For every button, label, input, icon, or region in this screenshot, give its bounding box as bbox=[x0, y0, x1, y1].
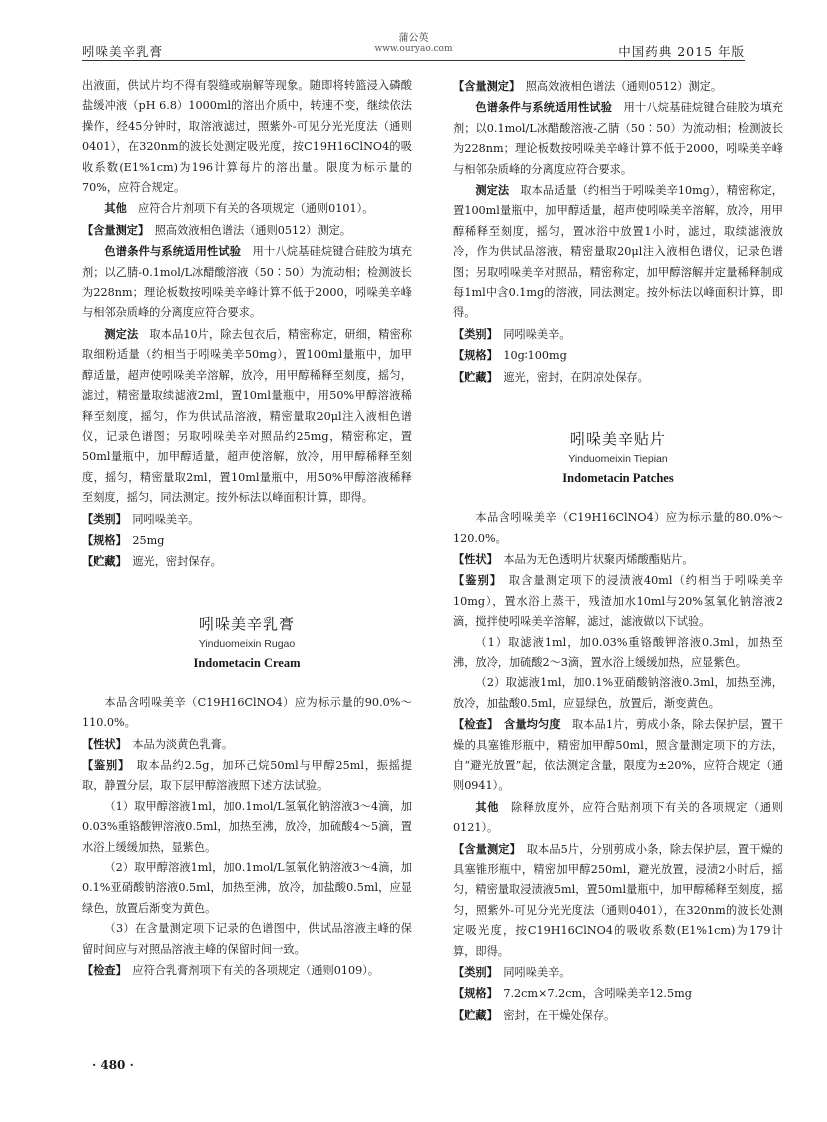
paragraph bbox=[453, 367, 783, 388]
paragraph bbox=[453, 549, 783, 570]
paragraph bbox=[453, 324, 783, 345]
section-tag: 【规格】 bbox=[453, 348, 493, 363]
monograph-title-en: Indometacin Patches bbox=[562, 471, 674, 486]
page-header bbox=[82, 34, 745, 58]
paragraph-text: 用十八烷基硅烷键合硅胶为填充剂；以0.1mol/L冰醋酸溶液-乙腈（50∶50）为流动相；检测波长为228nm；理论板数按吲哚美辛峰计算不低于2000，吲哚美辛峰与相邻杂质峰的分离度应符合要求。 bbox=[453, 101, 783, 176]
paragraph bbox=[82, 551, 412, 572]
paragraph bbox=[453, 983, 783, 1004]
paragraph-text: 除释放度外，应符合贴剂项下有关的各项规定（通则0121）。 bbox=[453, 800, 783, 835]
paragraph-text: 取本品约2.5g，加环己烷50ml与甲醇25ml，振摇提取，静置分层，取下层甲醇溶液照下述方法试验。 bbox=[82, 758, 412, 793]
paragraph-text: 取本品1片，剪成小条，除去保护层，置干燥的具塞锥形瓶中，精密加甲醇50ml，照含量测定项下的方法，自“避光放置”起，依法测定含量，限度为±20%，应符合规定（通则0941）。 bbox=[453, 718, 783, 793]
spacer bbox=[453, 388, 783, 408]
section-tag: 【规格】 bbox=[82, 532, 122, 547]
section-tag: 【规格】 bbox=[453, 986, 493, 1001]
section-tag: 【贮藏】 bbox=[453, 1007, 493, 1022]
section-tag: 【类别】 bbox=[453, 965, 493, 980]
paragraph-text: 取本品适量（约相当于吲哚美辛10mg），精密称定，置100ml量瓶中，加甲醇适量，超声使吲哚美辛溶解，放冷，用甲醇稀释至刻度，摇匀，置冰浴中放置1小时，滤过，取续滤液放冷，作为供试品溶液，精密量取20μl注入液相色谱仪，记录色谱图；另取吲哚美辛对照品，精密称定，加甲醇溶解并定量稀释制成每1ml中含0.1mg的溶液，同法测定。按外标法以峰面积计算，即得。 bbox=[453, 184, 783, 320]
section-tag: 【鉴别】 bbox=[453, 573, 497, 588]
paragraph bbox=[453, 570, 783, 632]
section-tag: 其他 bbox=[475, 799, 500, 814]
paragraph-text: 照高效液相色谱法（通则0512）测定。 bbox=[154, 223, 352, 237]
paragraph-text: 密封，在干燥处保存。 bbox=[503, 1008, 616, 1022]
paragraph-text: 25mg bbox=[132, 533, 165, 547]
running-title: 吲哚美辛乳膏 bbox=[82, 44, 164, 59]
spacer bbox=[82, 573, 412, 593]
paragraph bbox=[82, 509, 412, 530]
paragraph bbox=[82, 755, 412, 797]
paragraph-text: 本品为淡黄色乳膏。 bbox=[132, 737, 234, 751]
section-tag: 【含量测定】 bbox=[453, 841, 516, 856]
paragraph-text: 遮光，密封，在阴凉处保存。 bbox=[503, 370, 649, 384]
header-rule bbox=[82, 60, 745, 61]
paragraph bbox=[453, 714, 783, 797]
monograph-title-pinyin: Yinduomeixin Rugao bbox=[198, 637, 296, 650]
monograph-title-en: Indometacin Cream bbox=[193, 655, 301, 670]
spacer bbox=[453, 488, 783, 508]
book-title: 中国药典 2015 年版 bbox=[618, 44, 745, 59]
paragraph: （2）取滤液1ml，加0.1%亚硝酸钠溶液0.3ml，加热至沸，放冷，加盐酸0.5ml，应显绿色，放置后，渐变黄色。 bbox=[453, 676, 783, 710]
section-tag: 【检查】 bbox=[453, 717, 493, 732]
section-tag: 【性状】 bbox=[82, 736, 122, 751]
section-tag: 色谱条件与系统适用性试验 bbox=[475, 100, 613, 115]
paragraph-text: 取本品10片，除去包衣后，精密称定，研细，精密称取细粉适量（约相当于吲哚美辛50mg），置100ml量瓶中，加甲醇适量，超声使吲哚美辛溶解，放冷，用甲醇稀释至刻度，摇匀，滤过，精密量取续滤液2ml，置10ml量瓶中，用50%甲醇溶液稀释至刻度，摇匀，作为供试品溶液，精密量取20μl注入液相色谱仪，记录色谱图；另取吲哚美辛对照品约25mg，精密称定，置50ml量瓶中，加甲醇适量，超声使溶解，放冷，用甲醇稀释至刻度，摇匀，精密量取2ml，置10ml量瓶中，用50%甲醇溶液稀释至刻度，摇匀，同法测定。按外标法以峰面积计算，即得。 bbox=[82, 327, 412, 505]
paragraph: （2）取甲醇溶液1ml，加0.1mol/L氢氧化钠溶液3～4滴，加0.1%亚硝酸钠溶液0.5ml，加热至沸，放冷，加盐酸0.5ml，应显绿色，放置后渐变为黄色。 bbox=[82, 861, 412, 915]
paragraph-text: 同吲哚美辛。 bbox=[503, 966, 571, 980]
paragraph bbox=[453, 180, 783, 324]
paragraph bbox=[453, 797, 783, 839]
spacer bbox=[82, 673, 412, 693]
paragraph-text: 本品为无色透明片状聚丙烯酸酯贴片。 bbox=[503, 552, 694, 566]
section-tag: 【类别】 bbox=[82, 511, 122, 526]
section-tag: 【贮藏】 bbox=[453, 369, 493, 384]
paragraph-text: 用十八烷基硅烷键合硅胶为填充剂；以乙腈-0.1mol/L冰醋酸溶液（50∶50）为流动相；检测波长为228nm；理论板数按吲哚美辛峰计算不低于2000，吲哚美辛峰与相邻杂质峰的分离度应符合要求。 bbox=[82, 245, 412, 320]
paragraph: （1）取甲醇溶液1ml，加0.1mol/L氢氧化钠溶液3～4滴，加0.03%重铬酸钾溶液0.5ml，加热至沸，放冷，加硫酸4～5滴，置水浴上缓缓加热，显紫色。 bbox=[82, 799, 412, 854]
paragraph: 本品含吲哚美辛（C19H16ClNO4）应为标示量的80.0%～120.0%。 bbox=[453, 511, 783, 545]
paragraph bbox=[82, 530, 412, 551]
paragraph bbox=[453, 962, 783, 983]
paragraph-text: 同吲哚美辛。 bbox=[503, 327, 571, 341]
sub-tag: 含量均匀度 bbox=[504, 717, 561, 732]
logo-url: www.ouryao.com bbox=[374, 44, 453, 54]
paragraph: 出液面，供试片均不得有裂缝或崩解等现象。随即将转篮浸入磷酸盐缓冲液（pH 6.8）1000ml的溶出介质中，转速不变，继续依法操作，经45分钟时，取溶液滤过，照紫外-可见分光光度法（通则0401），在320nm的波长处测定吸光度，按C19H16ClNO4的吸收系数(E1%1cm)为196计算每片的溶出量。限度为标示量的70%，应符合规定。 bbox=[82, 79, 412, 195]
paragraph-text: 取含量测定项下的浸渍液40ml（约相当于吲哚美辛10mg），置水浴上蒸干，残渣加水10ml与20%氢氧化钠溶液2滴，搅拌使吲哚美辛溶解，滤过，滤液做以下试验。 bbox=[453, 574, 783, 629]
logo-text: 蒲公英 bbox=[398, 33, 429, 44]
monograph-title-cn: 吲哚美辛贴片 bbox=[569, 430, 666, 449]
paragraph-text: 遮光，密封保存。 bbox=[132, 555, 222, 569]
paragraph bbox=[453, 1005, 783, 1026]
paragraph bbox=[453, 839, 783, 962]
section-tag: 【贮藏】 bbox=[82, 554, 122, 569]
paragraph-text: 应符合乳膏剂项下有关的各项规定（通则0109）。 bbox=[132, 964, 379, 978]
publisher-logo bbox=[375, 34, 453, 54]
paragraph: 本品含吲哚美辛（C19H16ClNO4）应为标示量的90.0%～110.0%。 bbox=[82, 695, 412, 730]
paragraph-text: 照高效液相色谱法（通则0512）测定。 bbox=[525, 80, 723, 93]
section-tag: 【检查】 bbox=[82, 963, 122, 978]
paragraph-text: 10g∶100mg bbox=[503, 349, 567, 363]
section-tag: 色谱条件与系统适用性试验 bbox=[104, 244, 242, 259]
monograph-title-cn: 吲哚美辛乳膏 bbox=[198, 614, 295, 633]
left-column bbox=[82, 76, 412, 981]
section-tag: 【性状】 bbox=[453, 551, 493, 566]
spacer bbox=[453, 408, 783, 428]
paragraph bbox=[453, 345, 783, 366]
paragraph-text: 取本品5片，分别剪成小条，除去保护层，置干燥的具塞锥形瓶中，精密加甲醇250ml，避光放置，浸渍2小时后，摇匀，精密量取浸渍液5ml，置50ml量瓶中，加甲醇稀释至刻度，摇匀，照紫外-可见分光光度法（通则0401），在320nm的波长处测定吸光度，按C19H16ClNO4的吸收系数(E1%1cm)为179计算，即得。 bbox=[453, 842, 783, 958]
paragraph bbox=[82, 324, 412, 509]
paragraph bbox=[82, 198, 412, 219]
paragraph bbox=[453, 76, 783, 97]
paragraph bbox=[82, 960, 412, 981]
section-tag: 【含量测定】 bbox=[82, 222, 144, 237]
spacer bbox=[82, 593, 412, 613]
paragraph bbox=[82, 220, 412, 241]
paragraph bbox=[82, 241, 412, 324]
section-tag: 测定法 bbox=[104, 326, 139, 341]
page-number: · 480 · bbox=[92, 1058, 134, 1072]
paragraph: （1）取滤液1ml，加0.03%重铬酸钾溶液0.3ml，加热至沸，放冷，加硫酸2～3滴，置水浴上缓缓加热，应显紫色。 bbox=[453, 635, 783, 669]
section-tag: 其他 bbox=[104, 201, 127, 216]
section-tag: 测定法 bbox=[475, 183, 510, 198]
right-column bbox=[453, 76, 783, 1026]
paragraph-text: 应符合片剂项下有关的各项规定（通则0101）。 bbox=[137, 202, 374, 216]
paragraph bbox=[82, 734, 412, 755]
section-tag: 【含量测定】 bbox=[453, 79, 515, 93]
section-tag: 【鉴别】 bbox=[82, 757, 125, 772]
monograph-title-pinyin: Yinduomeixin Tiepian bbox=[568, 453, 668, 466]
paragraph bbox=[453, 97, 783, 180]
paragraph: （3）在含量测定项下记录的色谱图中，供试品溶液主峰的保留时间应与对照品溶液主峰的保留时间一致。 bbox=[82, 922, 412, 956]
paragraph-text: 同吲哚美辛。 bbox=[132, 512, 200, 526]
paragraph-text: 7.2cm×7.2cm，含吲哚美辛12.5mg bbox=[503, 987, 692, 1001]
section-tag: 【类别】 bbox=[453, 326, 493, 341]
